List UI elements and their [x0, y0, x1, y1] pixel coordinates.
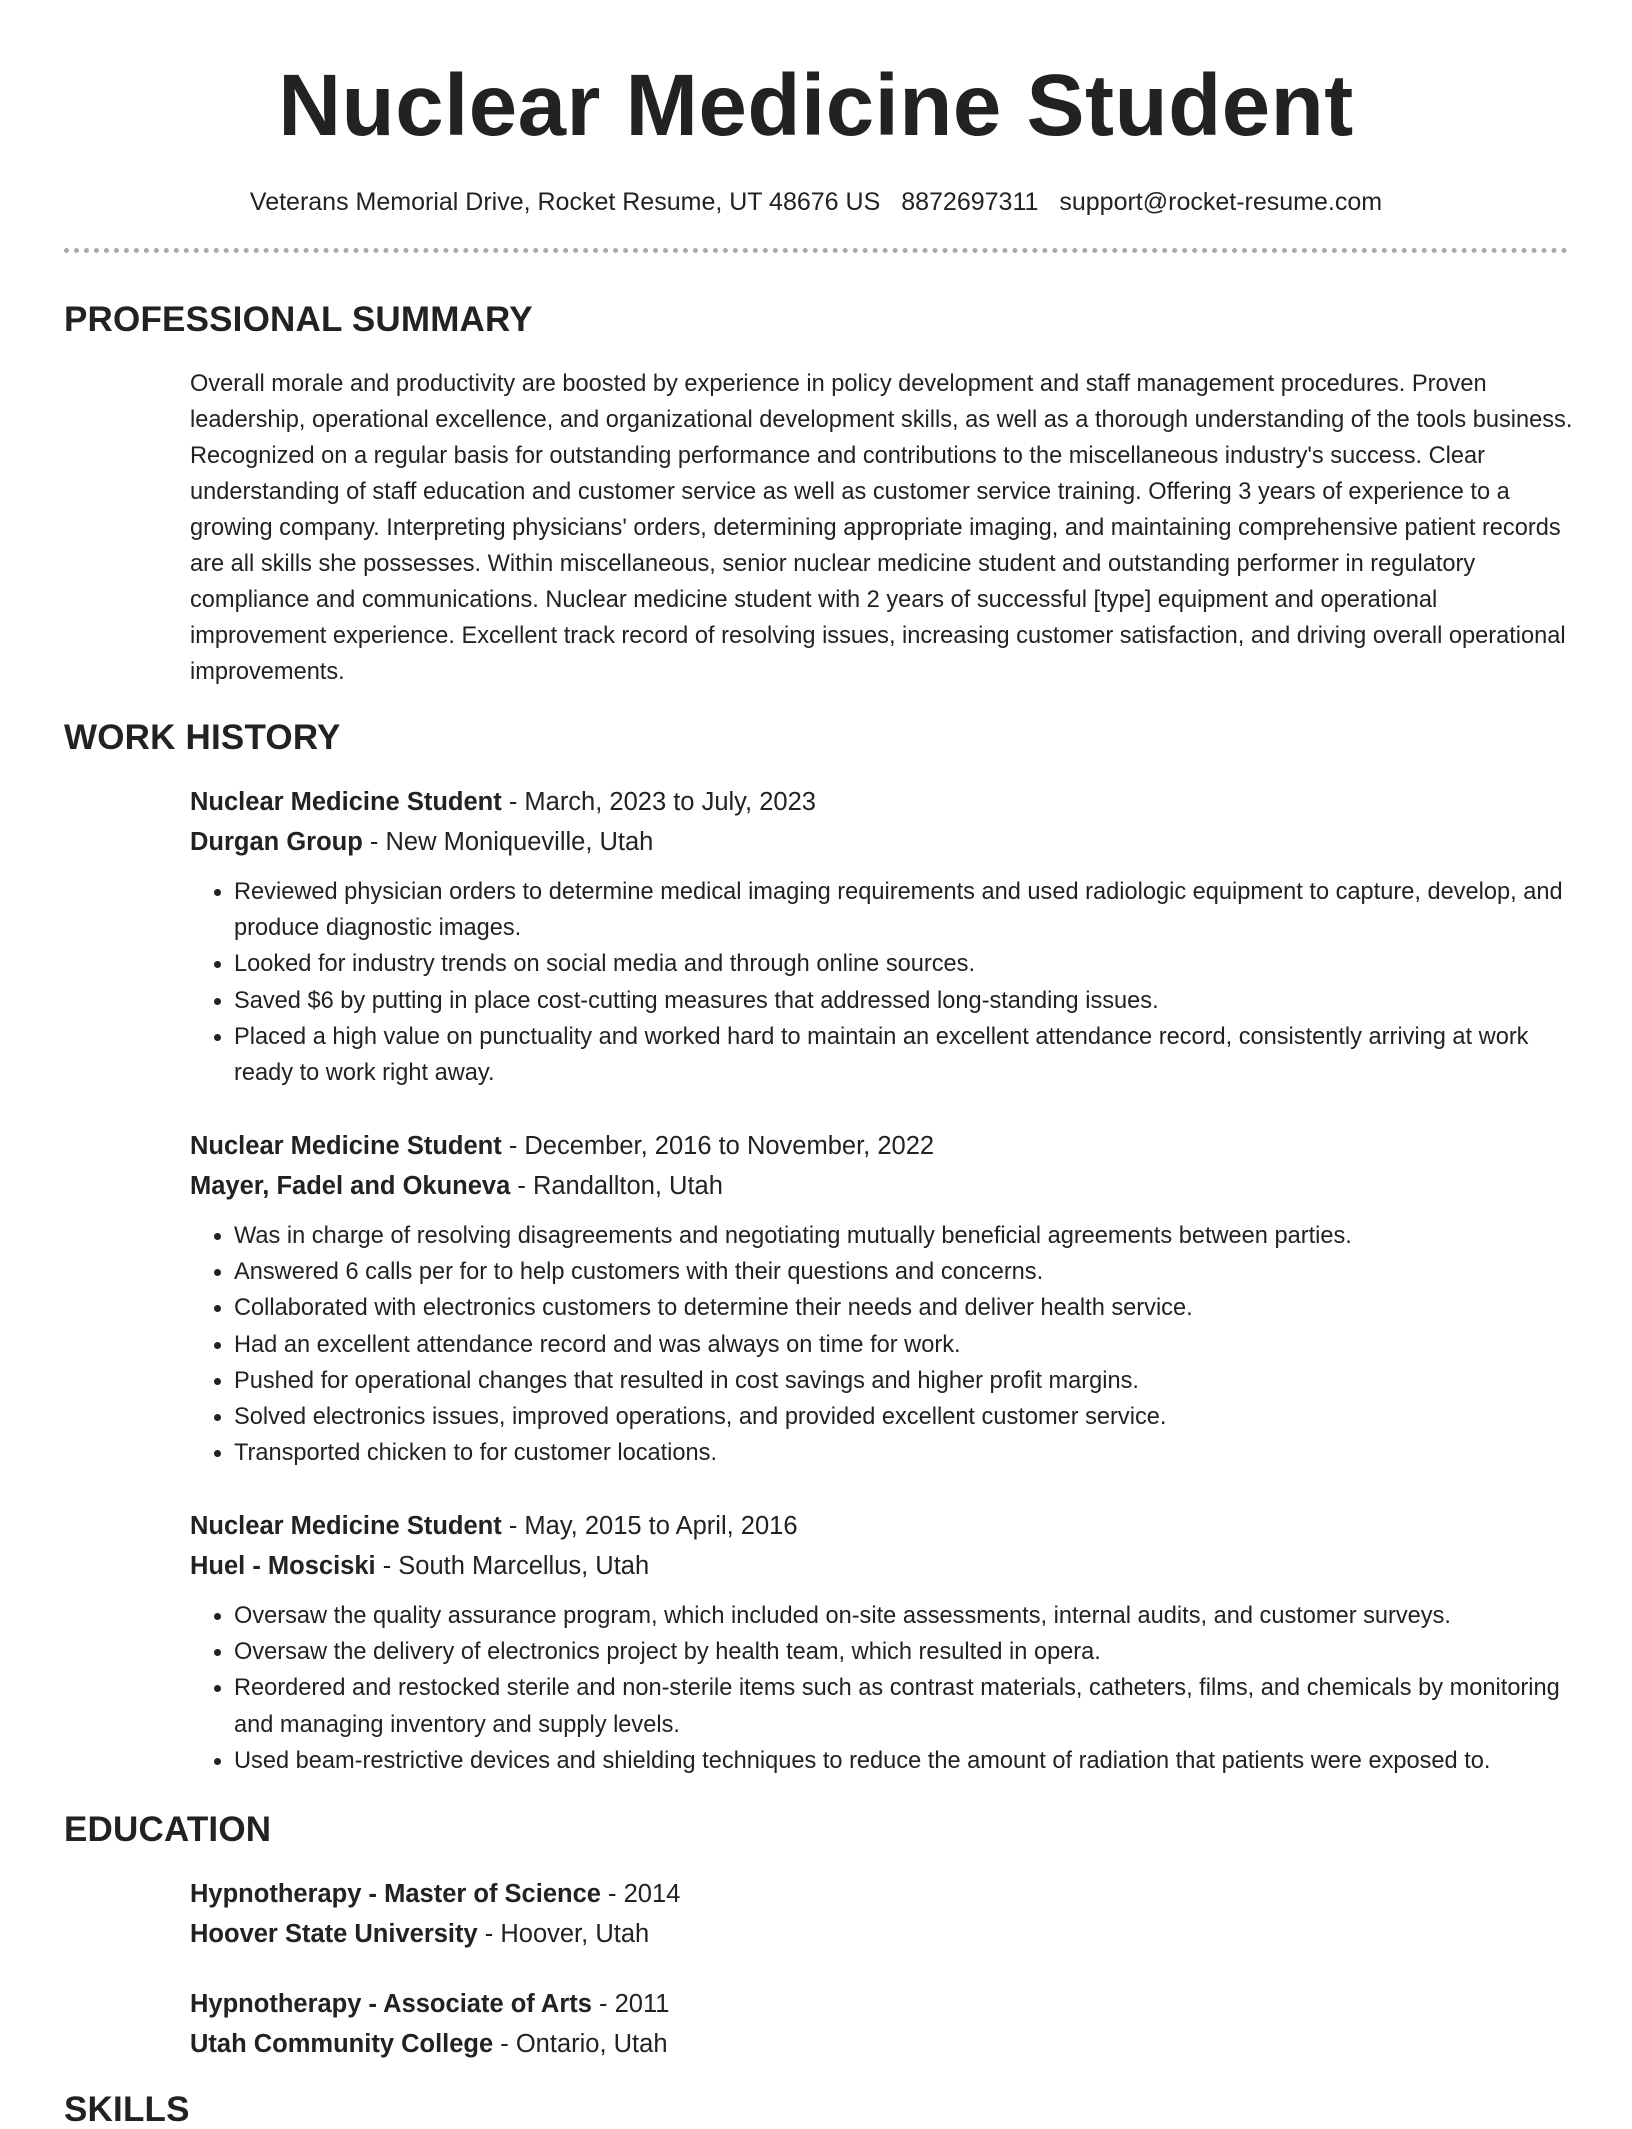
education-entry	[190, 1874, 1490, 1954]
job-entry	[190, 782, 1590, 1091]
education-school-line	[190, 2024, 1490, 2064]
job-entry	[190, 1506, 1590, 1779]
job-bullet: • Used beam-restrictive devices and shielding techniques to reduce the amount of radiation that patients were exposed to.	[234, 1743, 1590, 1779]
job-bullet: • Solved electronics issues, improved operations, and provided excellent customer service.	[234, 1399, 1590, 1435]
job-bullet: • Answered 6 calls per for to help customers with their questions and concerns.	[234, 1254, 1590, 1290]
job-bullets	[190, 1598, 1590, 1779]
job-bullet: • Had an excellent attendance record and was always on time for work.	[234, 1327, 1590, 1363]
contact-line	[0, 190, 1632, 215]
job-dates: - May, 2015 to April, 2016	[501, 1512, 798, 1540]
job-company-line	[190, 822, 1590, 862]
contact-email: support@rocket-resume.com	[1059, 188, 1383, 216]
job-bullet: • Looked for industry trends on social media and through online sources.	[234, 946, 1590, 982]
education-year: - 2011	[591, 1990, 670, 2018]
job-dates: - March, 2023 to July, 2023	[501, 788, 816, 816]
resume-name: Nuclear Medicine Student	[278, 57, 1354, 154]
job-title-line	[190, 1506, 1590, 1546]
education-degree-line	[190, 1874, 1490, 1914]
job-title-line	[190, 1126, 1590, 1166]
education-degree: Hypnotherapy - Associate of Arts	[190, 1990, 592, 2018]
job-bullets	[190, 874, 1590, 1091]
job-dates: - December, 2016 to November, 2022	[501, 1132, 935, 1160]
job-bullet: • Placed a high value on punctuality and worked hard to maintain an excellent attendance record, consistently arriving at work ready to work right away.	[234, 1019, 1590, 1091]
education-school: Utah Community College	[190, 2030, 494, 2058]
job-bullet: • Transported chicken to for customer locations.	[234, 1435, 1590, 1471]
job-bullet: • Was in charge of resolving disagreements and negotiating mutually beneficial agreements between parties.	[234, 1218, 1590, 1254]
job-role: Nuclear Medicine Student	[190, 1512, 502, 1540]
job-bullet: • Collaborated with electronics customers to determine their needs and deliver health service.	[234, 1290, 1590, 1326]
education-entry	[190, 1984, 1490, 2064]
job-company-line	[190, 1166, 1590, 1206]
job-location: - Randallton, Utah	[510, 1172, 723, 1200]
job-location: - South Marcellus, Utah	[375, 1552, 650, 1580]
job-bullet: • Pushed for operational changes that resulted in cost savings and higher profit margins.	[234, 1363, 1590, 1399]
contact-address: Veterans Memorial Drive, Rocket Resume, UT 48676 US	[249, 188, 881, 216]
contact-phone: 8872697311	[901, 188, 1039, 216]
skills-heading: SKILLS	[64, 2090, 190, 2129]
summary-text: Overall morale and productivity are boosted by experience in policy development and staff management procedures. Proven leadership, operational excellence, and organizational development skills, as well as a thorough understanding of the tools business. Recognized on a regular basis for outstanding performance and contributions to the miscellaneous industry's success. Clear understanding of staff education and customer service as well as customer service training. Offering 3 years of experience to a growing company. Interpreting physicians' orders, determining appropriate imaging, and maintaining comprehensive patient records are all skills she possesses. Within miscellaneous, senior nuclear medicine student and outstanding performer in regulatory compliance and communications. Nuclear medicine student with 2 years of successful [type] equipment and operational improvement experience. Excellent track record of resolving issues, increasing customer satisfaction, and driving overall operational improvements.	[190, 371, 1573, 685]
job-bullet: • Oversaw the quality assurance program, which included on-site assessments, internal audits, and customer surveys.	[234, 1598, 1590, 1634]
job-role: Nuclear Medicine Student	[190, 788, 502, 816]
work-history-heading: WORK HISTORY	[64, 718, 341, 757]
job-bullets	[190, 1218, 1590, 1471]
job-company-line	[190, 1546, 1590, 1586]
job-title-line	[190, 782, 1590, 822]
job-company: Huel - Mosciski	[190, 1552, 376, 1580]
education-school-line	[190, 1914, 1490, 1954]
education-heading: EDUCATION	[64, 1810, 272, 1849]
job-bullet: • Saved $6 by putting in place cost-cutting measures that addressed long-standing issues.	[234, 983, 1590, 1019]
job-entry	[190, 1126, 1590, 1471]
education-school: Hoover State University	[190, 1920, 478, 1948]
header-divider	[64, 248, 1568, 253]
job-role: Nuclear Medicine Student	[190, 1132, 502, 1160]
education-location: - Ontario, Utah	[493, 2030, 668, 2058]
education-degree-line	[190, 1984, 1490, 2024]
job-company: Mayer, Fadel and Okuneva	[190, 1172, 511, 1200]
education-degree: Hypnotherapy - Master of Science	[190, 1880, 601, 1908]
education-location: - Hoover, Utah	[477, 1920, 650, 1948]
job-bullet: • Reviewed physician orders to determine medical imaging requirements and used radiologic equipment to capture, develop, and produce diagnostic images.	[234, 874, 1590, 946]
summary-heading: PROFESSIONAL SUMMARY	[64, 300, 533, 339]
job-bullet: • Reordered and restocked sterile and non-sterile items such as contrast materials, catheters, films, and chemicals by monitoring and managing inventory and supply levels.	[234, 1670, 1590, 1742]
job-location: - New Moniqueville, Utah	[362, 828, 654, 856]
job-company: Durgan Group	[190, 828, 363, 856]
education-year: - 2014	[600, 1880, 681, 1908]
job-bullet: • Oversaw the delivery of electronics project by health team, which resulted in opera.	[234, 1634, 1590, 1670]
